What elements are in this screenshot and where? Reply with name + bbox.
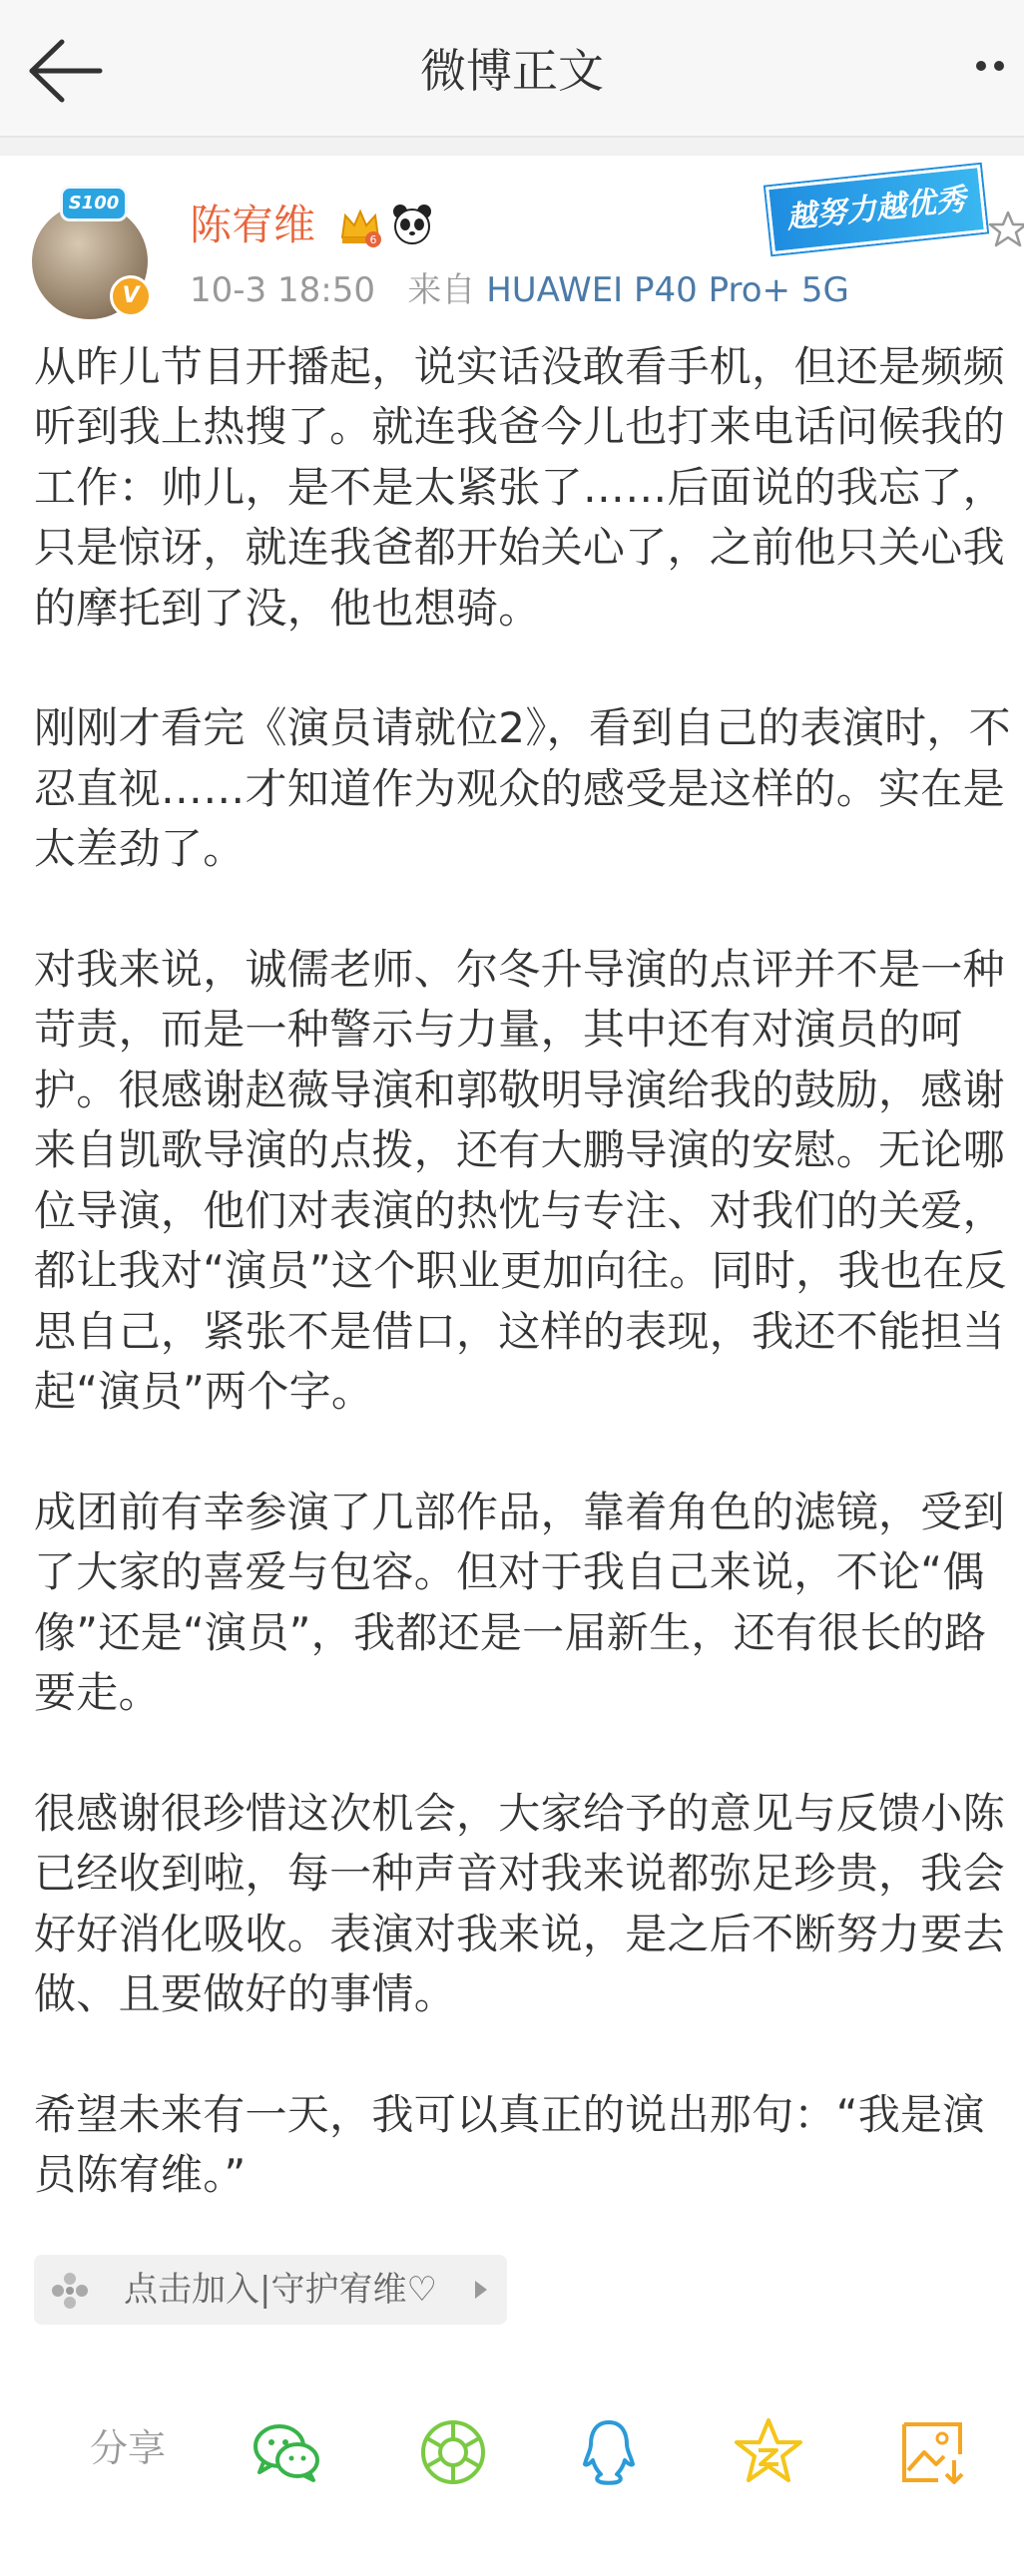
paragraph-spacer [34,1723,1024,1783]
panda-icon [389,202,435,247]
star-icon[interactable] [988,210,1024,249]
qzone-icon[interactable] [731,2414,806,2490]
section-divider [0,138,1024,156]
device-link[interactable]: HUAWEI P40 Pro+ 5G [486,270,849,310]
wechat-icon[interactable] [250,2414,325,2490]
post-paragraph: 从昨儿节目开播起，说实话没敢看手机，但还是频频听到我上热搜了。就连我爸今儿也打来电话问候我的工作：帅儿，是不是太紧张了……后面说的我忘了，只是惊讶，就连我爸都开始关心了，之前他只关心我的摩托到了没，他也想骑。 [34,342,1005,633]
paragraph-spacer [34,880,1024,940]
paragraph-spacer [34,1422,1024,1482]
pinwheel-icon [50,2271,90,2311]
share-label: 分享 [90,2426,167,2470]
chevron-right-icon [475,2281,487,2299]
verified-badge: V [110,275,152,317]
post-paragraph: 成团前有幸参演了几部作品，靠着角色的滤镜，受到了大家的喜爱与包容。但对于我自己来说，不论“偶像”还是“演员”，我都还是一届新生，还有很长的路要走。 [34,1487,1005,1717]
join-group-chip[interactable] [34,2255,507,2325]
save-image-icon[interactable] [894,2414,970,2490]
post-paragraph: 刚刚才看完《演员请就位2》，看到自己的表演时，不忍直视……才知道作为观众的感受是这样的。实在是太差劲了。 [34,703,1011,874]
moments-icon[interactable] [415,2414,491,2490]
join-group-label: 点击加入|守护宥维♡ [124,2270,437,2310]
post-paragraph: 希望未来有一天，我可以真正的说出那句：“我是演员陈宥维。” [34,2089,985,2200]
paragraph-spacer [34,2024,1024,2084]
post-time: 10-3 18:50 [190,270,375,310]
post-body [34,337,1024,2206]
post-paragraph: 很感谢很珍惜这次机会，大家给予的意见与反馈小陈已经收到啦，每一种声音对我来说都弥足珍贵，我会好好消化吸收。表演对我来说，是之后不断努力要去做、且要做好的事情。 [34,1788,1005,2018]
more-options-icon[interactable] [976,56,1016,84]
svg-text:6: 6 [369,233,377,246]
post-paragraph: 对我来说，诚儒老师、尔冬升导演的点评并不是一种苛责，而是一种警示与力量，其中还有对演员的呵护。很感谢赵薇导演和郭敬明导演给我的鼓励，感谢来自凯歌导演的点拨，还有大鹏导演的安慰。无论哪位导演，他们对表演的热忱与专注、对我们的关爱，都让我对“演员”这个职业更加向往。同时，我也在反思自己，紧张不是借口，这样的表现，我还不能担当起“演员”两个字。 [34,945,1007,1416]
share-bar [0,2394,1024,2504]
slogan-banner: 越努力越优秀 [766,165,987,254]
paragraph-spacer [34,639,1024,698]
svip-badge: S100 [60,186,128,221]
source-prefix: 来自 [407,270,476,310]
page-title: 微博正文 [420,44,604,98]
user-name[interactable]: 陈宥维 [190,201,316,249]
crown-icon [337,204,383,249]
qq-icon[interactable] [571,2414,647,2490]
top-bar [0,0,1024,138]
post-meta [190,265,849,315]
